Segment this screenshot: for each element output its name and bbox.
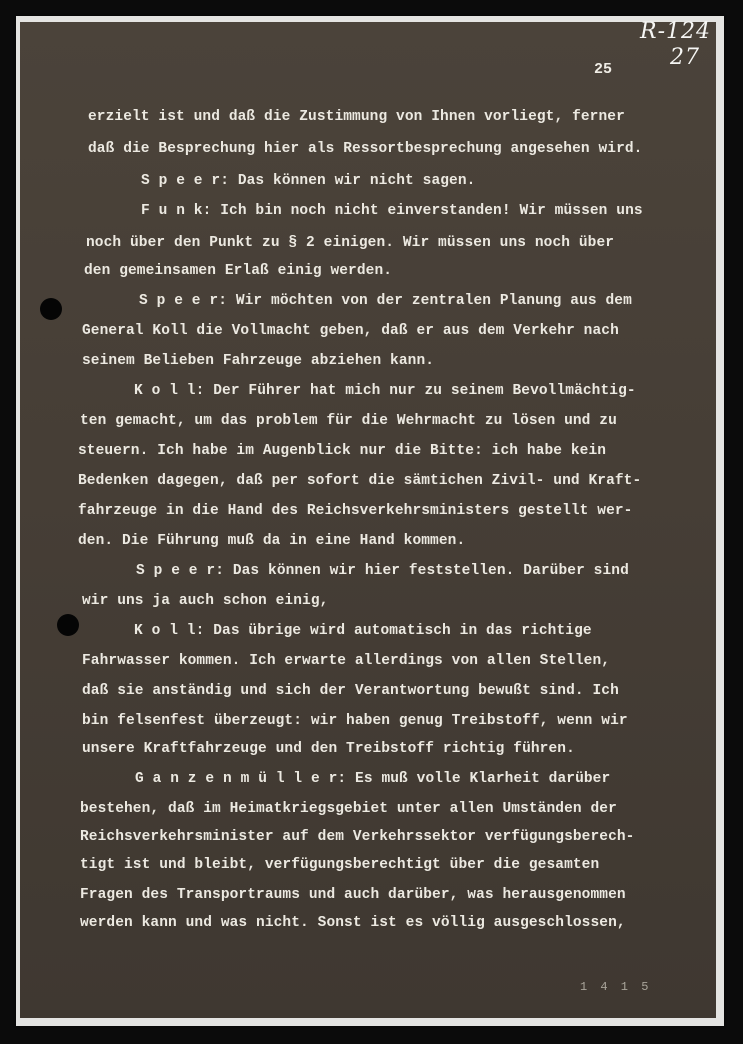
text-line: daß sie anständig und sich der Verantwortung bewußt sind. Ich bbox=[82, 683, 619, 699]
text-line: den. Die Führung muß da in eine Hand kommen. bbox=[78, 533, 466, 549]
text-line: G a n z e n m ü l l e r: Es muß volle Klarheit darüber bbox=[135, 771, 611, 787]
text-line: Bedenken dagegen, daß per sofort die sämtichen Zivil- und Kraft- bbox=[78, 473, 642, 489]
footer-mark: 1 4 1 5 bbox=[580, 980, 652, 994]
text-line: F u n k: Ich bin noch nicht einverstanden! Wir müssen uns bbox=[141, 203, 643, 219]
text-line: Reichsverkehrsminister auf dem Verkehrssektor verfügungsberech- bbox=[80, 829, 635, 845]
text-line: unsere Kraftfahrzeuge und den Treibstoff richtig führen. bbox=[82, 741, 575, 757]
text-line: erzielt ist und daß die Zustimmung von Ihnen vorliegt, ferner bbox=[88, 109, 625, 125]
text-line: ten gemacht, um das problem für die Wehrmacht zu lösen und zu bbox=[80, 413, 617, 429]
text-line: S p e e r: Wir möchten von der zentralen Planung aus dem bbox=[139, 293, 632, 309]
text-line: noch über den Punkt zu § 2 einigen. Wir müssen uns noch über bbox=[86, 235, 615, 251]
text-line: daß die Besprechung hier als Ressortbesprechung angesehen wird. bbox=[88, 141, 643, 157]
text-line: steuern. Ich habe im Augenblick nur die Bitte: ich habe kein bbox=[78, 443, 607, 459]
archive-mark-code: R-124 bbox=[640, 19, 711, 44]
text-line: fahrzeuge in die Hand des Reichsverkehrsministers gestellt wer- bbox=[78, 503, 633, 519]
text-line: Fahrwasser kommen. Ich erwarte allerdings von allen Stellen, bbox=[82, 653, 611, 669]
text-line: General Koll die Vollmacht geben, daß er aus dem Verkehr nach bbox=[82, 323, 619, 339]
text-line: bin felsenfest überzeugt: wir haben genug Treibstoff, wenn wir bbox=[82, 713, 628, 729]
text-line: tigt ist und bleibt, verfügungsberechtigt über die gesamten bbox=[80, 857, 600, 873]
archive-mark-number: 27 bbox=[670, 45, 700, 70]
text-line: werden kann und was nicht. Sonst ist es völlig ausgeschlossen, bbox=[80, 915, 626, 931]
page-number: 25 bbox=[594, 61, 613, 78]
text-line: Fragen des Transportraums und auch darüber, was herausgenommen bbox=[80, 887, 626, 903]
text-line: wir uns ja auch schon einig, bbox=[82, 593, 329, 609]
text-line: bestehen, daß im Heimatkriegsgebiet unter allen Umständen der bbox=[80, 801, 617, 817]
text-line: den gemeinsamen Erlaß einig werden. bbox=[84, 263, 393, 279]
text-line: S p e e r: Das können wir nicht sagen. bbox=[141, 173, 476, 189]
text-line: K o l l: Das übrige wird automatisch in das richtige bbox=[134, 623, 592, 639]
text-line: K o l l: Der Führer hat mich nur zu seinem Bevollmächtig- bbox=[134, 383, 636, 399]
text-line: S p e e r: Das können wir hier feststellen. Darüber sind bbox=[136, 563, 629, 579]
text-line: seinem Belieben Fahrzeuge abziehen kann. bbox=[82, 353, 435, 369]
